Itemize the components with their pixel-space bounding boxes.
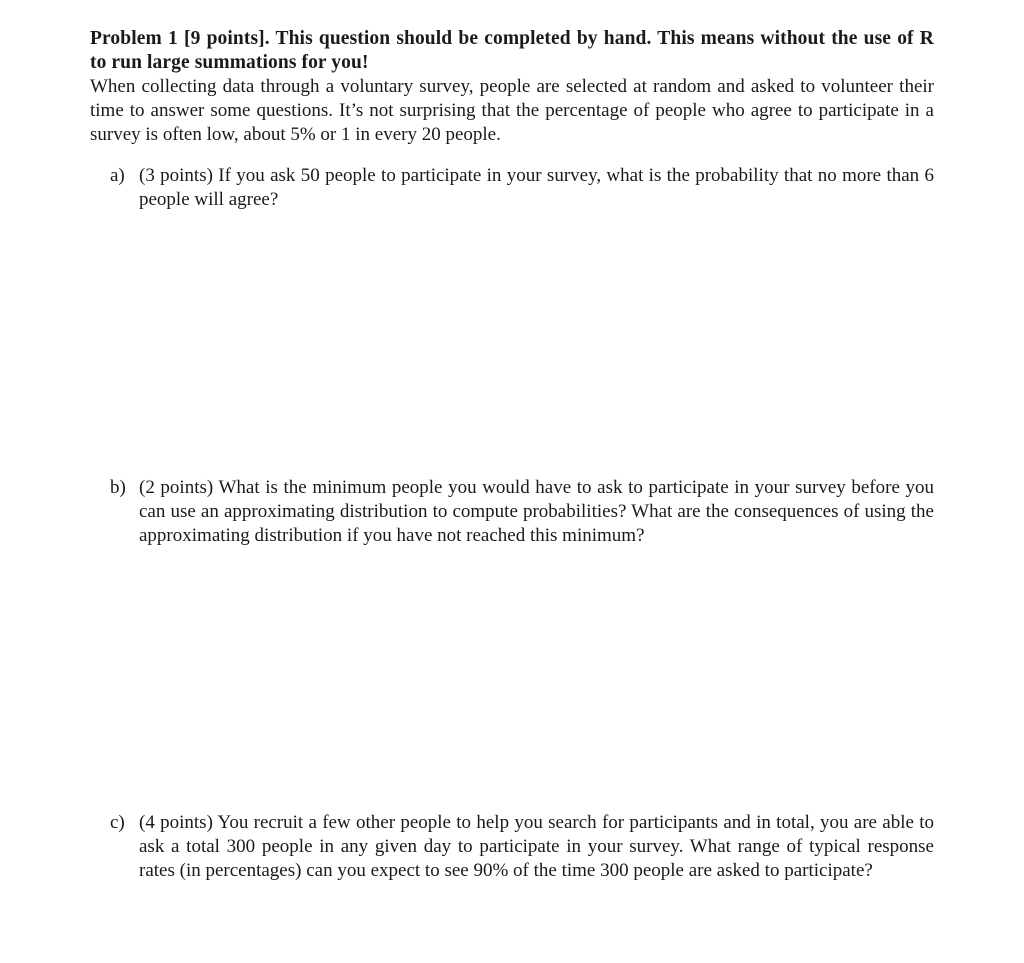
part-b-text: (2 points) What is the minimum people you would have to ask to participate in your survey before you can use an approximating distribution to compute probabilities? What are the consequences of using the approximating distribution if you have not reached this minimum? [139, 477, 934, 546]
part-b-marker: b) [110, 477, 126, 498]
part-a-marker: a) [110, 165, 125, 186]
part-a [110, 164, 934, 212]
problem-title: Problem 1 [9 points]. This question should be completed by hand. This means without the use of R to run large summations for you! [90, 28, 934, 73]
part-b [110, 476, 934, 548]
problem-intro: When collecting data through a voluntary survey, people are selected at random and asked to volunteer their time to answer some questions. It’s not surprising that the percentage of people who agree to participate in a survey is often low, about 5% or 1 in every 20 people. [90, 76, 934, 145]
problem-header [90, 27, 934, 147]
part-c-text: (4 points) You recruit a few other people to help you search for participants and in total, you are able to ask a total 300 people in any given day to participate in your survey. What range of typical response rates (in percentages) can you expect to see 90% of the time 300 people are asked to participate? [139, 812, 934, 881]
part-a-text: (3 points) If you ask 50 people to participate in your survey, what is the probability that no more than 6 people will agree? [139, 165, 934, 210]
part-c [110, 811, 934, 883]
part-c-marker: c) [110, 812, 125, 833]
